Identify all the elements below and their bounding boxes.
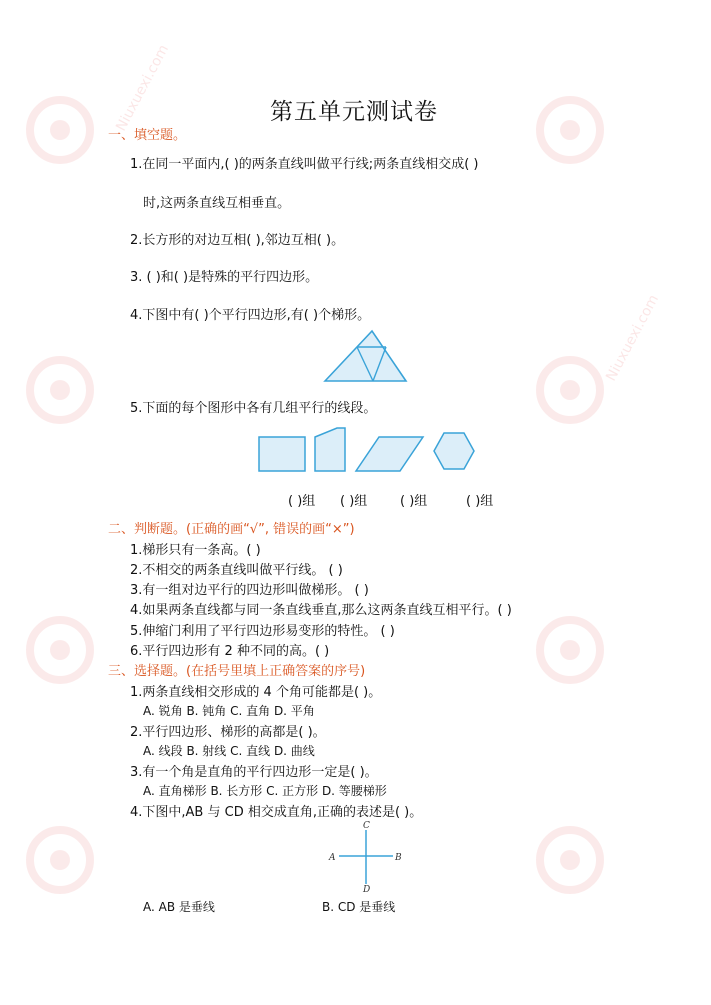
answer-option-b: B. CD 是垂线 (322, 900, 396, 914)
watermark-text: Niuxuexi.com (113, 42, 173, 134)
question-text: 4.下图中有( )个平行四边形,有( )个梯形。 (130, 308, 371, 323)
watermark-logo-icon (20, 350, 100, 430)
answer-options: A. 直角梯形 B. 长方形 C. 正方形 D. 等腰梯形 (143, 784, 387, 798)
question-text: 5.下面的每个图形中各有几组平行的线段。 (130, 401, 377, 416)
perpendicular-lines-figure (325, 818, 410, 893)
answer-blank: ( )组 (400, 494, 428, 509)
answer-options: A. 线段 B. 射线 C. 直线 D. 曲线 (143, 744, 315, 758)
question-text: 3. ( )和( )是特殊的平行四边形。 (130, 270, 319, 285)
question-text: 5.伸缩门利用了平行四边形易变形的特性。 ( ) (130, 624, 395, 639)
question-text: 4.下图中,AB 与 CD 相交成直角,正确的表述是( )。 (130, 805, 423, 820)
point-label-a: A (329, 853, 336, 863)
trapezoid-shape (315, 428, 345, 471)
answer-blank: ( )组 (340, 494, 368, 509)
section-heading-fill-blank: 一、填空题。 (108, 128, 187, 143)
answer-blank: ( )组 (288, 494, 316, 509)
question-text: 时,这两条直线互相垂直。 (143, 196, 291, 211)
page-title: 第五单元测试卷 (270, 99, 438, 125)
rectangle-shape (259, 437, 305, 471)
hexagon-shape (434, 433, 474, 469)
shapes-figure (255, 425, 480, 475)
question-text: 1.在同一平面内,( )的两条直线叫做平行线;两条直线相交成( ) (130, 157, 479, 172)
watermark-logo-icon (20, 820, 100, 900)
watermark-logo-icon (530, 820, 610, 900)
question-text: 1.梯形只有一条高。( ) (130, 543, 261, 558)
question-text: 4.如果两条直线都与同一条直线垂直,那么这两条直线互相平行。( ) (130, 603, 512, 618)
point-label-b: B (395, 853, 402, 863)
point-label-c: C (363, 821, 370, 831)
question-text: 2.不相交的两条直线叫做平行线。 ( ) (130, 563, 343, 578)
parallelogram-shape (356, 437, 423, 471)
watermark-logo-icon (530, 90, 610, 170)
answer-blank: ( )组 (466, 494, 494, 509)
watermark-logo-icon (20, 90, 100, 170)
answer-option-a: A. AB 是垂线 (143, 900, 215, 914)
triangle-figure (322, 327, 410, 385)
question-text: 1.两条直线相交形成的 4 个角可能都是( )。 (130, 685, 382, 700)
question-text: 3.有一组对边平行的四边形叫做梯形。 ( ) (130, 583, 369, 598)
section-heading-multiple-choice: 三、选择题。(在括号里填上正确答案的序号) (108, 664, 366, 679)
watermark-logo-icon (530, 350, 610, 430)
section-heading-true-false: 二、判断题。(正确的画“√”, 错误的画“×”) (108, 522, 355, 537)
question-text: 6.平行四边形有 2 种不同的高。( ) (130, 644, 330, 659)
watermark-logo-icon (20, 610, 100, 690)
watermark-logo-icon (530, 610, 610, 690)
point-label-d: D (363, 885, 371, 893)
watermark-text: Niuxuexi.com (603, 292, 663, 384)
question-text: 2.长方形的对边互相( ),邻边互相( )。 (130, 233, 345, 248)
answer-options: A. 锐角 B. 钝角 C. 直角 D. 平角 (143, 704, 315, 718)
question-text: 2.平行四边形、梯形的高都是( )。 (130, 725, 326, 740)
question-text: 3.有一个角是直角的平行四边形一定是( )。 (130, 765, 378, 780)
